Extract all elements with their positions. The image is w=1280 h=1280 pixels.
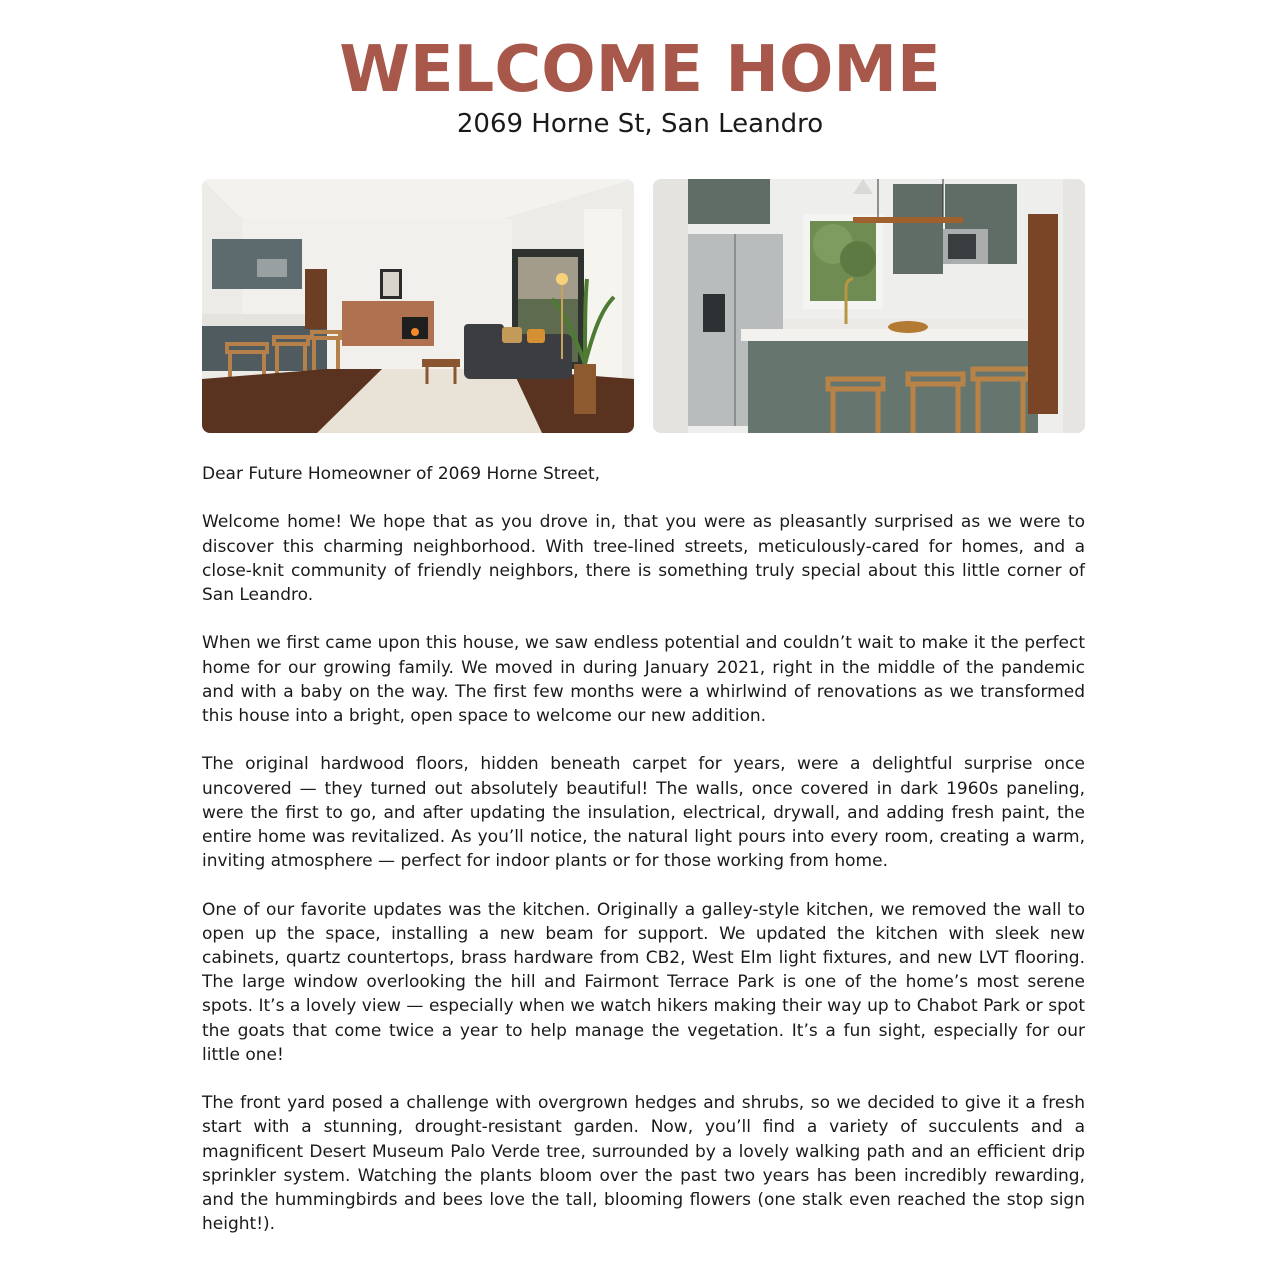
property-address: 2069 Horne St, San Leandro [456,109,824,139]
letter-body [202,462,1085,1261]
letter-paragraph: Welcome home! We hope that as you drove in, that you were as pleasantly surprised as we were to discover this charming neighborhood. With tree-lined streets, meticulously-cared for homes, and a close-knit community of friendly neighbors, there is something truly special about this little corner of San Leandro. [202,512,1085,605]
page-title: WELCOME HOME [339,33,941,107]
letter-paragraph: When we first came upon this house, we saw endless potential and couldn’t wait to make it the perfect home for our growing family. We moved in during January 2021, right in the middle of the pandemic and with a baby on the way. The first few months were a whirlwind of renovations as we transformed this house into a bright, open space to welcome our new addition. [202,633,1085,726]
living-room-photo [202,179,634,433]
letter-paragraph: The front yard posed a challenge with overgrown hedges and shrubs, so we decided to give it a fresh start with a stunning, drought-resistant garden. Now, you’ll find a variety of succulents and a magnificent Desert Museum Palo Verde tree, surrounded by a lovely walking path and an efficient drip sprinkler system. Watching the plants bloom over the past two years has been incredibly rewarding, and the hummingbirds and bees love the tall, blooming flowers (one stalk even reached the stop sign height!). [202,1093,1085,1235]
letter-paragraph: One of our favorite updates was the kitchen. Originally a galley-style kitchen, we removed the wall to open up the space, installing a new beam for support. We updated the kitchen with sleek new cabinets, quartz countertops, brass hardware from CB2, West Elm light fixtures, and new LVT flooring. The large window overlooking the hill and Fairmont Terrace Park is one of the home’s most serene spots. It’s a lovely view — especially when we watch hikers making their way up to Chabot Park or spot the goats that come twice a year to help manage the vegetation. It’s a fun sight, especially for our little one! [202,899,1085,1065]
letter-paragraph: The original hardwood floors, hidden beneath carpet for years, were a delightful surprise once uncovered — they turned out absolutely beautiful! The walls, once covered in dark 1960s paneling, were the first to go, and after updating the insulation, electrical, drywall, and adding fresh paint, the entire home was revitalized. As you’ll notice, the natural light pours into every room, creating a warm, inviting atmosphere — perfect for indoor plants or for those working from home. [202,754,1085,872]
letter-greeting: Dear Future Homeowner of 2069 Horne Street, [202,464,601,484]
kitchen-photo [653,179,1085,433]
